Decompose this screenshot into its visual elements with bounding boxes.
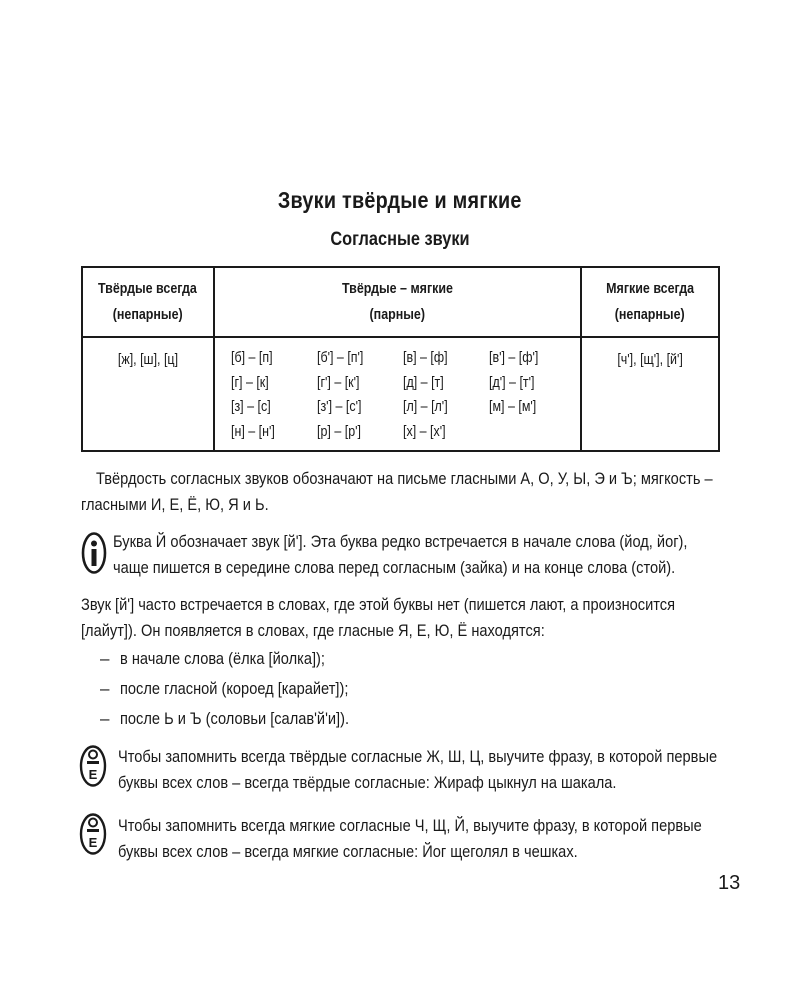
pair-item: [з'] – [с']	[316, 399, 362, 415]
pair-item: [х] – [х']	[402, 423, 446, 440]
svg-text:Е: Е	[88, 767, 98, 782]
consonants-table	[81, 266, 720, 452]
section-subtitle: Согласные звуки	[330, 229, 470, 250]
cell-paired	[214, 337, 581, 451]
list-item: – после Ь и Ъ (соловьи [салав'й'и]).	[100, 709, 350, 728]
pair-item: [з] – [с]	[230, 399, 271, 415]
pair-item: [д'] – [т']	[488, 374, 535, 391]
pair-item: [р] – [р']	[316, 423, 361, 440]
info-icon	[81, 531, 107, 575]
cell-soft-always: [ч'], [щ'], [й']	[581, 337, 719, 451]
sound-y-paragraph-line: [лайут]). Он появляется в словах, где гласные Я, Е, Ю, Ё находятся:	[81, 621, 545, 640]
mnemonic-icon	[79, 744, 107, 788]
pair-item: [м] – [м']	[488, 399, 537, 415]
letter-y-note-line: Буква Й обозначает звук [й']. Эта буква редко встречается в начале слова (йод, йог),	[113, 532, 688, 551]
pair-item: [в] – [ф]	[402, 350, 448, 366]
pair-row	[231, 420, 580, 445]
mnemonic-soft-line: Чтобы запомнить всегда мягкие согласные Ч, Щ, Й, выучите фразу, в которой первые	[118, 816, 702, 835]
page-number: 13	[718, 872, 741, 894]
pair-row	[231, 395, 580, 420]
table-header-row	[82, 267, 719, 337]
letter-y-note-line: чаще пишется в середине слова перед согласным (зайка) и на конце слова (стой).	[113, 558, 676, 577]
page-title: Звуки твёрдые и мягкие	[278, 187, 522, 213]
header-hard-always: Твёрдые всегда (непарные)	[82, 267, 214, 337]
mnemonic-soft-line: буквы всех слов – всегда мягкие согласные: Йог щеголял в чешках.	[118, 842, 578, 861]
pair-item: [г] – [к]	[230, 374, 269, 391]
list-item: – после гласной (короед [карайет]);	[100, 679, 349, 698]
mnemonic-hard-line: Чтобы запомнить всегда твёрдые согласные Ж, Ш, Ц, выучите фразу, в которой первые	[118, 747, 718, 766]
pair-item: [б] – [п]	[230, 350, 273, 366]
mnemonic-icon	[79, 812, 107, 856]
pair-item: [н] – [н']	[230, 423, 275, 440]
sound-y-paragraph-line: Звук [й'] часто встречается в словах, где этой буквы нет (пишется лают, а произносится	[81, 595, 676, 614]
table-body-row	[82, 337, 719, 451]
pair-row	[231, 371, 580, 396]
cell-hard-always: [ж], [ш], [ц]	[82, 337, 214, 451]
header-paired: Твёрдые – мягкие (парные)	[214, 267, 581, 337]
pair-item: [д] – [т]	[402, 374, 444, 391]
pair-item: [г'] – [к']	[316, 374, 360, 391]
pair-row	[231, 346, 580, 371]
mnemonic-hard-line: буквы всех слов – всегда твёрдые согласные: Жираф цыкнул на шакала.	[118, 773, 617, 792]
header-soft-always: Мягкие всегда (непарные)	[581, 267, 719, 337]
pair-item: [б'] – [п']	[316, 350, 364, 366]
list-item: – в начале слова (ёлка [йолка]);	[100, 649, 325, 668]
pair-item: [в'] – [ф']	[488, 350, 539, 366]
hardness-paragraph-line: гласными И, Е, Ё, Ю, Я и Ь.	[81, 495, 269, 514]
hardness-paragraph-line: Твёрдость согласных звуков обозначают на письме гласными А, О, У, Ы, Э и Ъ; мягкость –	[96, 469, 713, 488]
svg-text:Е: Е	[88, 835, 98, 850]
pair-item: [л] – [л']	[402, 399, 448, 415]
